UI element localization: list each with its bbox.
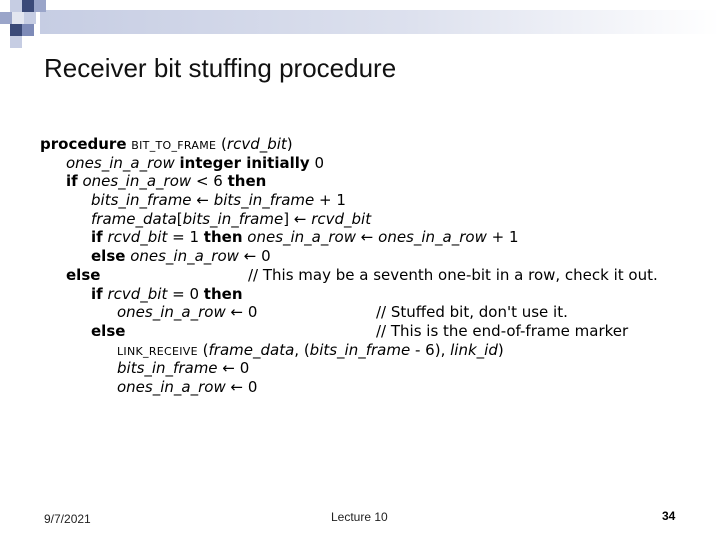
punct: ) — [286, 135, 293, 153]
code-line — [40, 247, 700, 266]
decor-square — [10, 24, 22, 36]
code-line — [40, 359, 700, 378]
keyword: then — [203, 284, 243, 303]
decor-square — [22, 0, 34, 12]
operator: = 1 — [172, 228, 200, 247]
variable: ones_in_a_row — [130, 247, 239, 266]
decor-square — [12, 12, 24, 24]
value: 0 — [247, 303, 258, 322]
code-line — [40, 154, 700, 173]
code-line — [40, 228, 700, 247]
assign-arrow: ← — [360, 228, 374, 247]
keyword: else — [91, 321, 126, 340]
variable: ones_in_a_row — [247, 228, 356, 247]
assign-arrow: ← — [243, 247, 257, 266]
variable: rcvd_bit — [107, 284, 168, 303]
value: 0 — [239, 359, 250, 378]
footer-date: 9/7/2021 — [44, 512, 91, 526]
code-line — [40, 285, 700, 304]
variable: rcvd_bit — [107, 228, 168, 247]
punct: , ( — [294, 340, 310, 359]
code-line — [40, 303, 700, 322]
punct: ) — [497, 340, 504, 359]
keyword: if — [91, 284, 103, 303]
decor-square — [10, 0, 22, 12]
decor-square — [34, 0, 46, 12]
keyword: else — [66, 265, 101, 284]
keyword: procedure — [40, 135, 127, 153]
operator: + 1 — [319, 191, 346, 210]
assign-arrow: ← — [222, 359, 235, 378]
punct: ( — [202, 340, 209, 359]
variable: bits_in_frame — [182, 209, 284, 228]
procedure-name: BIT_TO_FRAME — [131, 139, 217, 152]
decor-square — [24, 12, 36, 24]
param: rcvd_bit — [226, 135, 287, 153]
variable: bits_in_frame — [213, 191, 315, 210]
operator: = 0 — [172, 284, 200, 303]
operator: + 1 — [491, 228, 519, 247]
footer-lecture: Lecture 10 — [331, 510, 388, 524]
code-line — [40, 322, 700, 341]
operator: < 6 — [195, 172, 223, 191]
variable: bits_in_frame — [309, 340, 411, 359]
code-line — [40, 341, 700, 360]
code-comment: // This is the end-of-frame marker — [376, 321, 629, 340]
decor-square — [0, 12, 12, 24]
assign-arrow: ← — [196, 191, 209, 210]
variable: bits_in_frame — [117, 359, 218, 378]
decor-square — [10, 36, 22, 48]
code-line — [40, 135, 700, 154]
assign-arrow: ← — [230, 303, 244, 322]
operator: - 6), — [415, 340, 451, 359]
variable: frame_data — [208, 340, 295, 359]
variable: ones_in_a_row — [378, 228, 487, 247]
code-comment: // This may be a seventh one-bit in a row, check it out. — [248, 265, 658, 284]
code-line — [40, 210, 700, 229]
value: 0 — [314, 153, 324, 172]
keyword: then — [203, 228, 243, 247]
title-decoration — [0, 0, 720, 50]
value: 0 — [247, 377, 258, 396]
punct: ] — [283, 209, 290, 228]
procedure-name: LINK_RECEIVE — [117, 344, 198, 358]
code-line — [40, 378, 700, 397]
value: 0 — [261, 247, 271, 266]
assign-arrow: ← — [230, 377, 244, 396]
code-line — [40, 191, 700, 210]
page-number: 34 — [662, 509, 676, 523]
variable: frame_data — [91, 209, 177, 228]
title-gradient-band — [40, 10, 720, 34]
variable: rcvd_bit — [311, 209, 372, 228]
keyword: integer initially — [179, 153, 310, 172]
variable: bits_in_frame — [91, 191, 192, 210]
slide-title: Receiver bit stuffing procedure — [44, 53, 397, 83]
keyword: then — [227, 172, 267, 191]
variable: ones_in_a_row — [66, 153, 175, 172]
variable: ones_in_a_row — [82, 172, 192, 191]
variable: ones_in_a_row — [117, 303, 226, 322]
punct: [ — [176, 209, 183, 228]
decor-square — [22, 24, 34, 36]
variable: ones_in_a_row — [117, 377, 226, 396]
variable: link_id — [450, 340, 498, 359]
punct: ( — [221, 135, 227, 153]
assign-arrow: ← — [293, 209, 307, 228]
keyword: if — [91, 228, 103, 247]
code-comment: // Stuffed bit, don't use it. — [376, 303, 568, 322]
code-line — [40, 266, 700, 285]
pseudocode-block — [40, 135, 700, 397]
code-line — [40, 172, 700, 191]
keyword: else — [91, 247, 126, 266]
keyword: if — [66, 172, 78, 191]
